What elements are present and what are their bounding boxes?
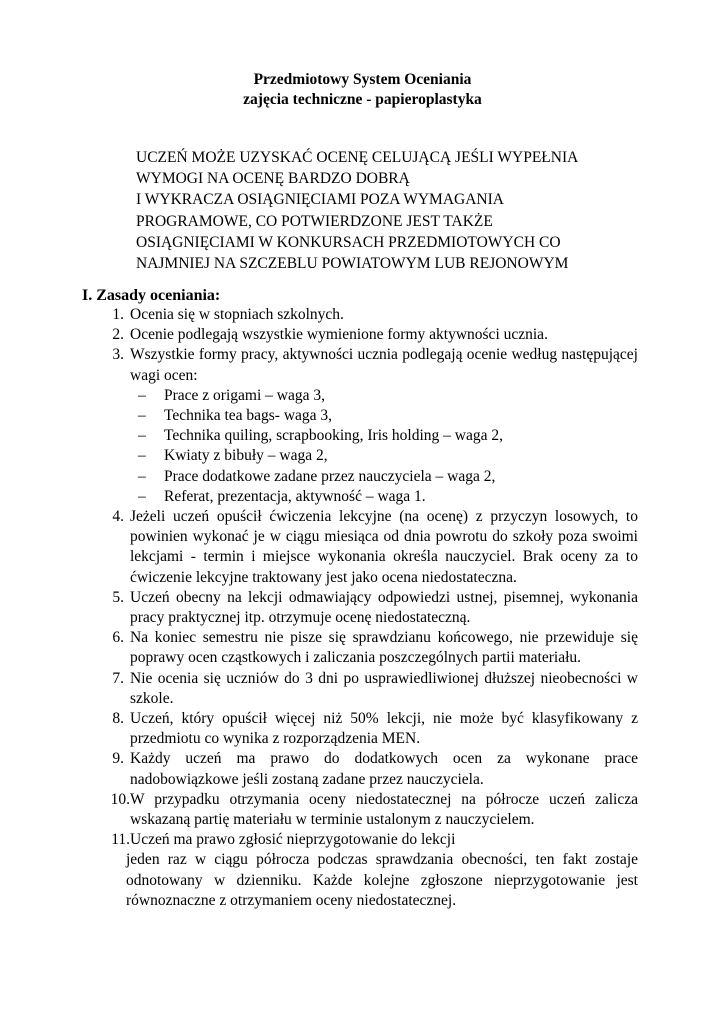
dash-bullet: – <box>138 427 146 445</box>
item-11-continuation: jeden raz w ciągu półrocza podczas sprawdzania obecności, ten fakt zostaje odnotowany w dzienniku. Każde kolejne zgłoszone nieprzygotowanie jest równoznaczne z otrzymaniem oceny niedostatecznej. <box>126 851 638 909</box>
intro-line: I WYKRACZA OSIĄGNIĘCIAMI POZA WYMAGANIA <box>136 191 504 209</box>
intro-line: PROGRAMOWE, CO POTWIERDZONE JEST TAKŻE <box>136 212 493 230</box>
intro-line: NAJMNIEJ NA SZCZEBLU POWIATOWYM LUB REJONOWYM <box>136 255 569 273</box>
item-number: 7. <box>112 669 124 687</box>
item-number: 4. <box>112 508 124 526</box>
item-text: Uczeń obecny na lekcji odmawiający odpowiedzi ustnej, pisemnej, wykonania pracy praktycznej itp. otrzymuje ocenę niedostateczną. <box>130 588 638 627</box>
item-number: 6. <box>112 629 124 647</box>
item-number: 5. <box>112 588 124 606</box>
weight-item <box>138 487 725 507</box>
weight-item <box>138 467 725 487</box>
list-item <box>112 305 638 325</box>
dash-bullet: – <box>138 467 146 485</box>
item-text: Uczeń ma prawo zgłosić nieprzygotowanie do lekcji <box>130 831 456 849</box>
item-text: W przypadku otrzymania oceny niedostatecznej na półrocze uczeń zalicza wskazaną partię materiału w terminie ustalonym z nauczycielem. <box>130 790 638 829</box>
weight-item <box>138 386 725 406</box>
item-text: Na koniec semestru nie pisze się sprawdzianu końcowego, nie przewiduje się poprawy ocen cząstkowych i zaliczania poszczególnych partii materiału. <box>130 629 638 667</box>
list-item <box>112 628 638 668</box>
dash-bullet: – <box>138 407 146 425</box>
item-number: 8. <box>112 710 124 728</box>
weight-item <box>138 446 725 466</box>
intro-line: WYMOGI NA OCENĘ BARDZO DOBRĄ <box>136 170 410 188</box>
list-item <box>112 507 638 588</box>
list-item <box>112 345 638 385</box>
weight-text: Technika quiling, scrapbooking, Iris holding – waga 2, <box>164 427 503 445</box>
item-number: 11. <box>111 831 130 849</box>
intro-line: OSIĄGNIĘCIAMI W KONKURSACH PRZEDMIOTOWYCH CO <box>136 233 561 251</box>
weight-text: Referat, prezentacja, aktywność – waga 1. <box>164 487 426 505</box>
weight-text: Technika tea bags- waga 3, <box>164 407 333 425</box>
item-text: Uczeń, który opuścił więcej niż 50% lekcji, nie może być klasyfikowany z przedmiotu co wynika z rozporządzenia MEN. <box>130 710 638 748</box>
list-item <box>112 588 638 628</box>
item-text: Ocenie podlegają wszystkie wymienione formy aktywności ucznia. <box>130 326 548 344</box>
item-text: Ocenia się w stopniach szkolnych. <box>130 306 344 323</box>
item-text: Jeżeli uczeń opuścił ćwiczenia lekcyjne (na ocenę) z przyczyn losowych, to powinien wykonać je w ciągu miesiąca od dnia powrotu do szkoły poza swoimi lekcjami - termin i miejsce wykonania określa nauczyciel. Brak oceny za to ćwiczenie lekcyjne traktowany jest jako ocena niedostateczna. <box>130 508 638 586</box>
list-item <box>112 709 638 749</box>
section-heading: I. Zasady oceniania: <box>82 287 221 304</box>
list-item <box>111 830 638 850</box>
weight-text: Kwiaty z bibuły – waga 2, <box>164 447 328 465</box>
list-item <box>112 749 638 789</box>
list-item <box>110 790 638 830</box>
weight-text: Prace z origami – waga 3, <box>164 386 325 404</box>
intro-paragraph <box>136 147 656 274</box>
rules-list <box>0 305 725 911</box>
weight-item <box>138 406 725 426</box>
weight-text: Prace dodatkowe zadane przez nauczyciela – waga 2, <box>164 467 496 485</box>
list-item <box>112 669 638 709</box>
item-number: 9. <box>112 750 124 768</box>
dash-bullet: – <box>138 386 146 404</box>
dash-bullet: – <box>138 487 146 505</box>
item-number: 2. <box>112 326 124 344</box>
list-item <box>112 325 638 345</box>
item-text: Nie ocenia się uczniów do 3 dni po usprawiedliwionej dłuższej nieobecności w szkole. <box>130 669 638 707</box>
weight-item <box>138 426 725 446</box>
intro-line: UCZEŃ MOŻE UZYSKAĆ OCENĘ CELUJĄCĄ JEŚLI WYPEŁNIA <box>136 149 579 166</box>
item-number: 1. <box>112 306 124 323</box>
item-text: Każdy uczeń ma prawo do dodatkowych ocen za wykonane prace nadobowiązkowe jeśli zostaną zadane przez nauczyciela. <box>130 750 638 788</box>
document-subtitle: zajęcia techniczne - papieroplastyka <box>243 91 482 108</box>
dash-bullet: – <box>138 447 146 465</box>
item-number: 3. <box>112 346 124 364</box>
item-text: Wszystkie formy pracy, aktywności ucznia podlegają ocenie według następującej wagi ocen: <box>130 346 638 384</box>
document-title: Przedmiotowy System Oceniania <box>253 71 472 88</box>
item-number: 10. <box>110 790 130 808</box>
